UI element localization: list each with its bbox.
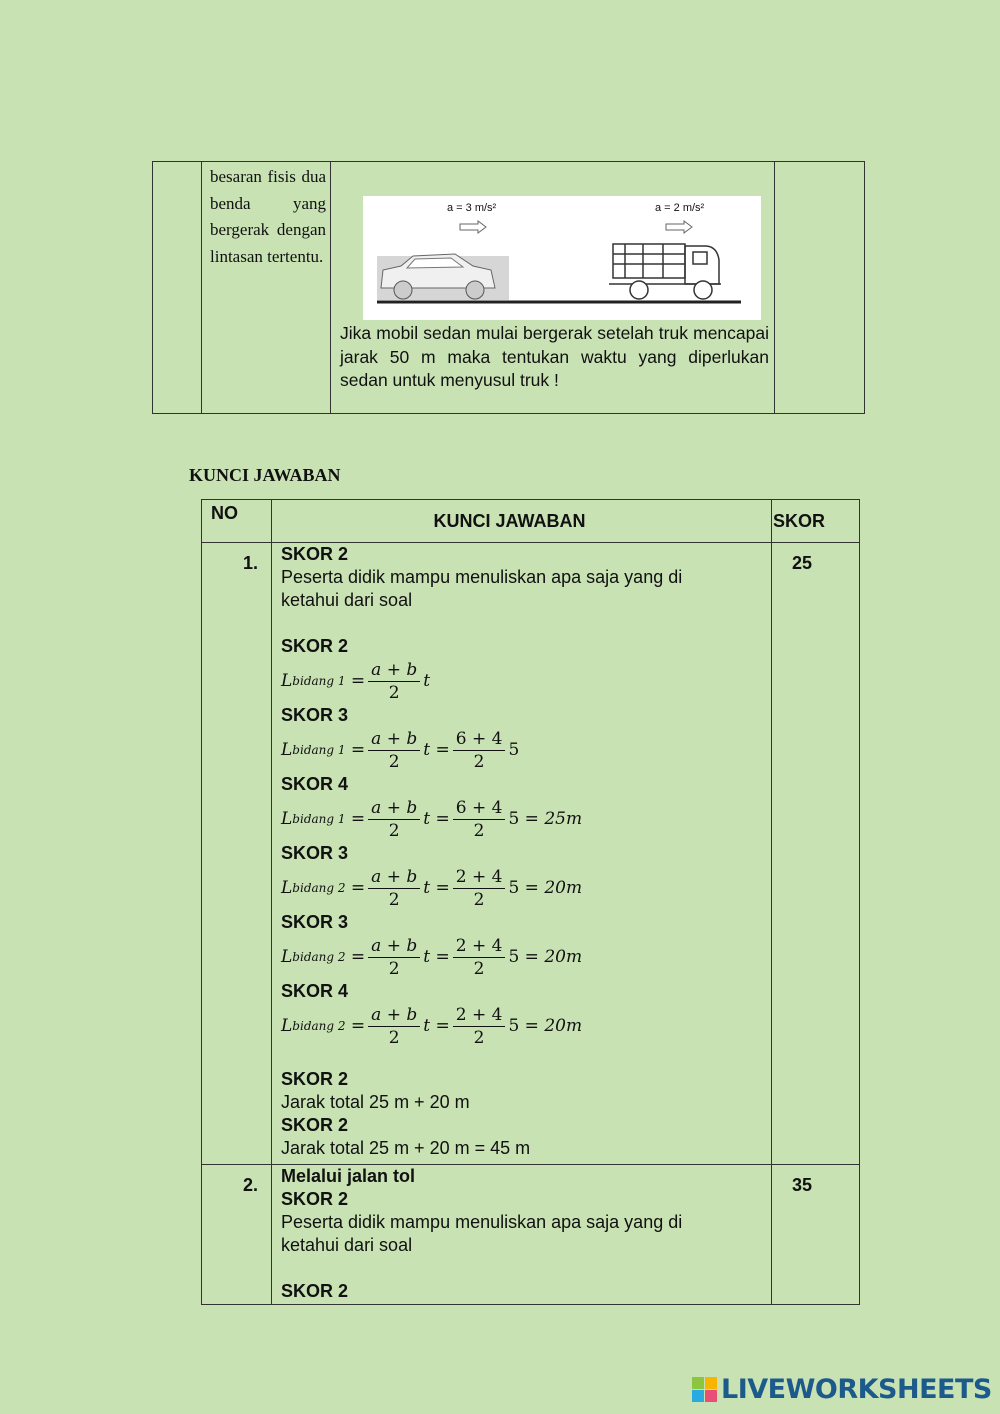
brand-name: LIVEWORKSHEETS — [721, 1374, 992, 1405]
indicator-text: besaran fisis dua benda yang bergerak dengan lintasan tertentu. — [210, 167, 326, 266]
formula-5: L bidang 2 = $\frac{a + b}{2}$ t = $\frac{2 + 4}{2}$ 5 = 20m — [281, 935, 583, 979]
skor-label: SKOR 2 — [281, 1189, 349, 1209]
total-distance-2: Jarak total 25 m + 20 m = 45 m — [281, 1138, 531, 1158]
skor-label: SKOR 4 — [281, 981, 349, 1001]
question-text: Jika mobil sedan mulai bergerak setelah truk mencapai jarak 50 m maka tentukan waktu yang diperlukan sedan untuk menyusul truk ! — [340, 323, 769, 390]
row-2-no: 2. — [202, 1165, 272, 1305]
car-acceleration-label: a = 3 m/s² — [447, 202, 497, 214]
formula-4: L bidang 2 = $\frac{a + b}{2}$ t = $\frac{2 + 4}{2}$ 5 = 20m — [281, 866, 583, 910]
illustration-drawing — [363, 196, 761, 320]
sedan-car-icon — [377, 254, 509, 300]
header-no: NO — [202, 500, 272, 543]
section-title: KUNCI JAWABAN — [189, 465, 341, 485]
skor-label: SKOR 3 — [281, 843, 349, 863]
row-1-no: 1. — [202, 543, 272, 1165]
skor-label: SKOR 2 — [281, 1281, 349, 1301]
number-cell — [153, 162, 202, 414]
skor-label: SKOR 2 — [281, 1115, 349, 1135]
row-1-score: 25 — [772, 543, 860, 1165]
question-table — [152, 161, 865, 414]
motion-illustration — [363, 196, 761, 320]
live-blocks-icon — [692, 1377, 717, 1402]
total-distance-1: Jarak total 25 m + 20 m — [281, 1092, 470, 1112]
answer-description: Peserta didik mampu menuliskan apa saja yang di ketahui dari soal — [281, 567, 683, 610]
formula-6: L bidang 2 = $\frac{a + b}{2}$ t = $\frac{2 + 4}{2}$ 5 = 20m — [281, 1004, 583, 1048]
header-key: KUNCI JAWABAN — [272, 500, 772, 543]
row-1-answer — [272, 543, 772, 1165]
skor-label: SKOR 3 — [281, 912, 349, 932]
answer-table — [201, 499, 860, 1305]
skor-label: SKOR 2 — [281, 544, 349, 564]
question-cell — [331, 162, 775, 414]
skor-label: SKOR 2 — [281, 1069, 349, 1089]
formula-2: L bidang 1 = $\frac{a + b}{2}$ t = $\frac{6 + 4}{2}$ 5 — [281, 728, 520, 772]
row-2-answer — [272, 1165, 772, 1305]
header-score: SKOR — [772, 500, 860, 543]
row-2-score: 35 — [772, 1165, 860, 1305]
arrow-right-icon — [460, 221, 692, 233]
empty-score-cell — [775, 162, 865, 414]
answer-description: Peserta didik mampu menuliskan apa saja yang di ketahui dari soal — [281, 1212, 683, 1255]
answer-title: Melalui jalan tol — [281, 1166, 416, 1186]
indicator-cell — [202, 162, 331, 414]
formula-3: L bidang 1 = $\frac{a + b}{2}$ t = $\frac{6 + 4}{2}$ 5 = 25m — [281, 797, 583, 841]
skor-label: SKOR 4 — [281, 774, 349, 794]
truck-icon — [609, 244, 721, 299]
truck-acceleration-label: a = 2 m/s² — [655, 202, 705, 214]
liveworksheets-logo[interactable] — [692, 1374, 992, 1405]
skor-label: SKOR 2 — [281, 636, 349, 656]
formula-1: L bidang 1 = $\frac{a + b}{2}$ t — [281, 659, 431, 703]
skor-label: SKOR 3 — [281, 705, 349, 725]
